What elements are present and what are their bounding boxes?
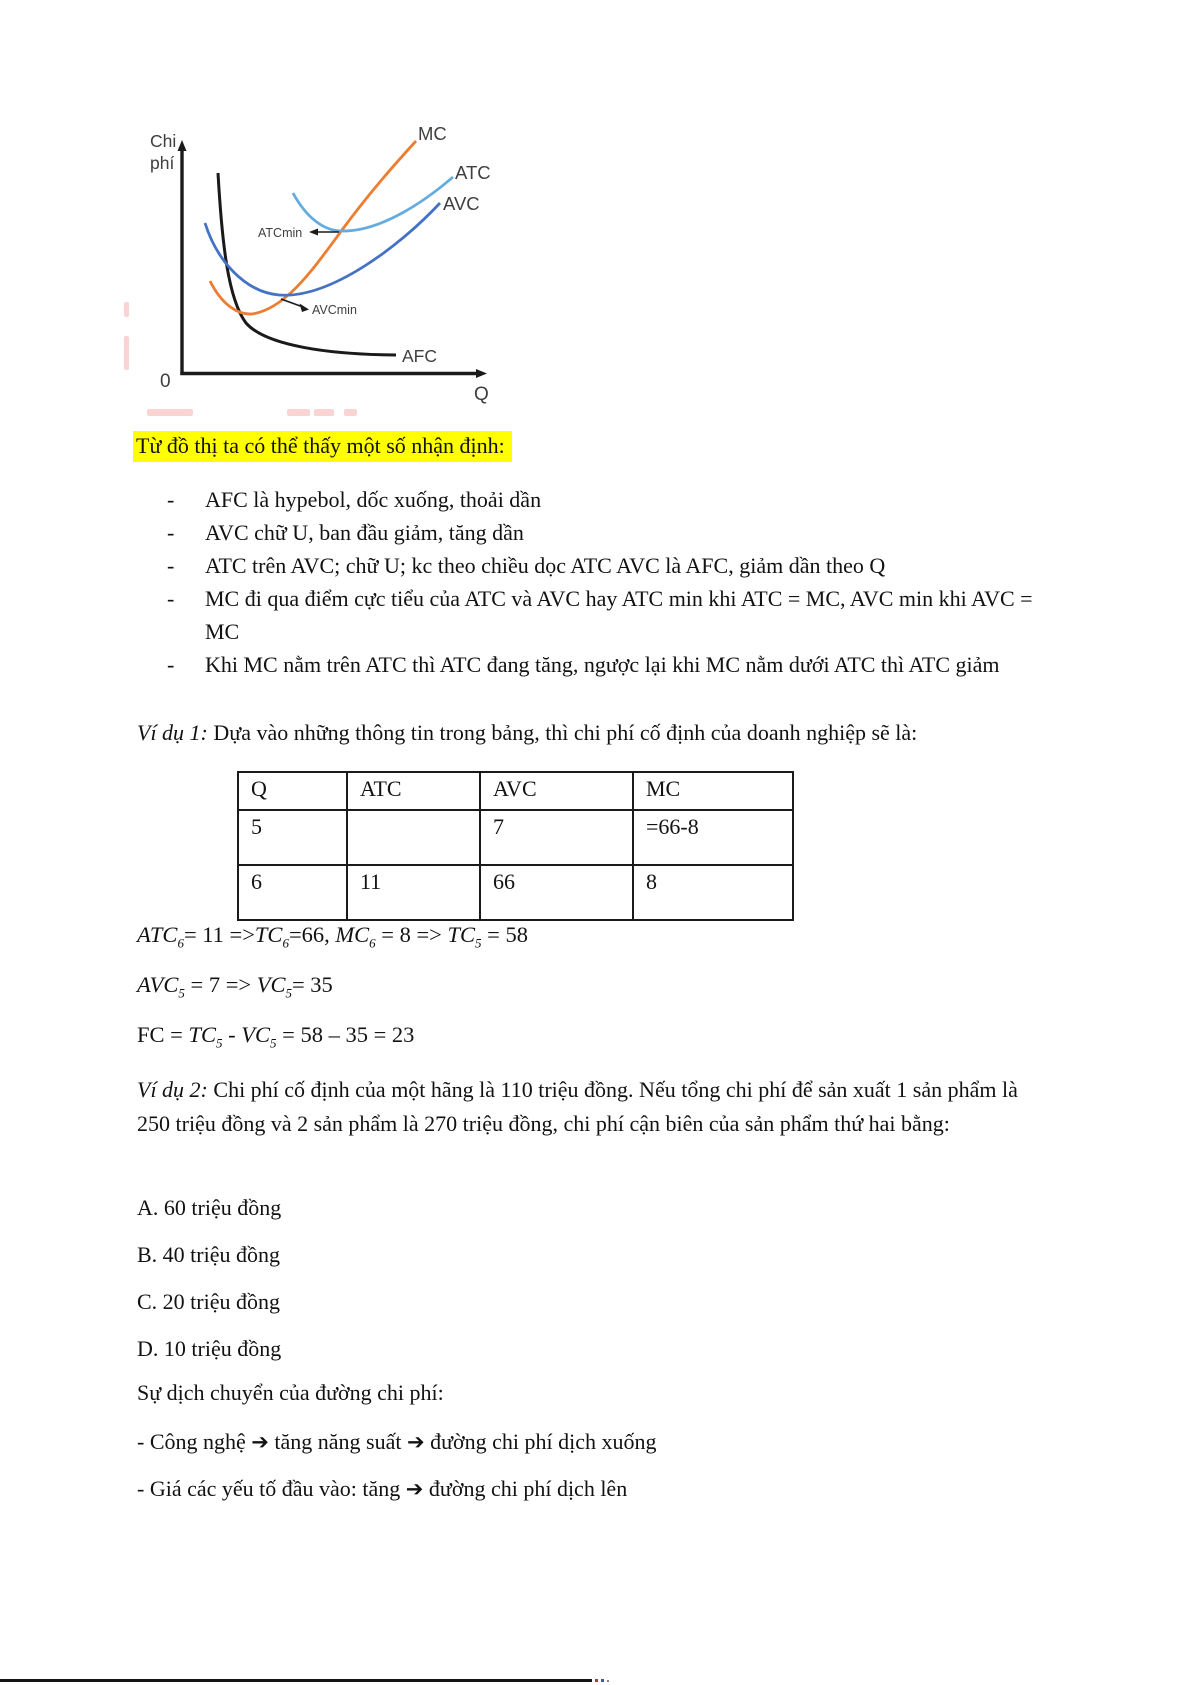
bullet-marker: -	[167, 586, 175, 611]
cell: =66-8	[633, 810, 793, 865]
shift-text: đường chi phí dịch lên	[423, 1476, 628, 1501]
cell: 6	[238, 865, 347, 920]
header-mc: MC	[633, 772, 793, 810]
example2-text: Chi phí cố định của một hãng là 110 triệu đồng. Nếu tổng chi phí để sản xuất 1 sản phẩm là 250 triệu đồng và 2 sản phẩm là 270 triệu đồng, chi phí cận biên của sản phẩm thứ hai bằng:	[137, 1077, 1018, 1136]
example2-label: Ví dụ 2:	[137, 1077, 208, 1102]
table-row	[238, 810, 793, 865]
avc-min-arrow	[281, 299, 309, 312]
table-row	[238, 865, 793, 920]
scan-artifact	[607, 1680, 609, 1682]
header-avc: AVC	[480, 772, 633, 810]
example1-label: Ví dụ 1:	[137, 720, 208, 745]
bullet-marker: -	[167, 487, 175, 512]
table-header-row	[238, 772, 793, 810]
avc-curve	[205, 203, 440, 295]
bullet-marker: -	[167, 520, 175, 545]
option-b: B. 40 triệu đồng	[137, 1242, 280, 1267]
scan-artifact	[314, 409, 334, 416]
scan-artifact	[344, 409, 357, 416]
example2-paragraph	[137, 1073, 1019, 1141]
bottom-edge-bar	[0, 1679, 592, 1682]
x-axis-arrowhead	[476, 369, 487, 378]
y-axis-label-line2: phí	[150, 153, 175, 173]
equation-line: $ATC_6= 11 =>TC_6=66$, $MC_6 = 8 => TC_5 = 58$	[137, 922, 528, 951]
option-d: D. 10 triệu đồng	[137, 1336, 282, 1361]
atc-label: ATC	[455, 162, 491, 183]
shift-note-technology	[137, 1425, 657, 1459]
origin-label: 0	[160, 371, 171, 392]
bullet-text: AVC chữ U, ban đầu giảm, tăng dần	[205, 520, 524, 545]
bullet-text: AFC là hypebol, dốc xuống, thoải dần	[205, 487, 542, 512]
avc-label: AVC	[443, 193, 480, 214]
shift-text: đường chi phí dịch xuống	[424, 1429, 657, 1454]
scan-artifact	[601, 1679, 604, 1682]
cost-curves-chart	[118, 103, 500, 405]
example1-text: Dựa vào những thông tin trong bảng, thì chi phí cố định của doanh nghiệp sẽ là:	[207, 720, 918, 745]
bullet-text: ATC trên AVC; chữ U; kc theo chiều dọc ATC AVC là AFC, giảm dần theo Q	[205, 553, 886, 578]
cell: 11	[347, 865, 480, 920]
right-arrow-icon: ➔	[251, 1430, 269, 1454]
right-arrow-icon: ➔	[405, 1477, 424, 1501]
list-item	[167, 483, 1047, 516]
shift-note-input-prices	[137, 1472, 627, 1506]
y-axis-label-line1: Chi	[150, 131, 177, 151]
mc-curve	[210, 141, 416, 314]
scan-artifact	[124, 336, 129, 370]
right-arrow-icon: ➔	[406, 1430, 425, 1454]
highlighted-heading	[133, 429, 512, 462]
shift-text: - Công nghệ	[137, 1429, 252, 1454]
header-q: Q	[238, 772, 347, 810]
shift-section-title: Sự dịch chuyển của đường chi phí:	[137, 1380, 444, 1405]
observations-list	[167, 483, 1047, 681]
shift-text: - Giá các yếu tố đầu vào: tăng	[137, 1476, 406, 1501]
equation-line: FC = $TC_5 - VC_5 = 58 - 35 = 23$	[137, 1022, 415, 1051]
list-item	[167, 648, 1047, 681]
x-axis-label: Q	[474, 384, 489, 405]
option-a: A. 60 triệu đồng	[137, 1195, 282, 1220]
atc-min-annotation: ATCmin	[258, 226, 303, 240]
bullet-text: Khi MC nằm trên ATC thì ATC đang tăng, ngược lại khi MC nằm dưới ATC thì ATC giảm	[205, 652, 1000, 677]
cell: 8	[633, 865, 793, 920]
cost-table	[237, 771, 794, 921]
scan-artifact	[595, 1679, 598, 1682]
avc-min-annotation: AVCmin	[312, 303, 357, 317]
cell	[347, 810, 480, 865]
option-c: C. 20 triệu đồng	[137, 1289, 280, 1314]
bullet-marker: -	[167, 553, 175, 578]
header-atc: ATC	[347, 772, 480, 810]
y-axis-arrowhead	[178, 140, 187, 151]
afc-label: AFC	[402, 346, 437, 366]
bullet-marker: -	[167, 652, 175, 677]
list-item	[167, 516, 1047, 549]
atc-curve	[293, 177, 453, 231]
bullet-text: MC đi qua điểm cực tiểu của ATC và AVC hay ATC min khi ATC = MC, AVC min khi AVC = MC	[205, 586, 1033, 644]
list-item	[167, 582, 1047, 648]
scan-artifact	[124, 302, 129, 317]
mc-label: MC	[418, 123, 447, 144]
scan-artifact	[287, 409, 310, 416]
shift-text: tăng năng suất	[268, 1429, 407, 1454]
cell: 7	[480, 810, 633, 865]
equation-line: $AVC_5 = 7 => VC_5= 35$	[137, 972, 333, 1001]
heading-text: Từ đồ thị ta có thể thấy một số nhận định:	[133, 431, 512, 462]
scan-artifact	[147, 409, 193, 416]
example1-paragraph	[137, 716, 1027, 749]
cell: 5	[238, 810, 347, 865]
cell: 66	[480, 865, 633, 920]
list-item	[167, 549, 1047, 582]
